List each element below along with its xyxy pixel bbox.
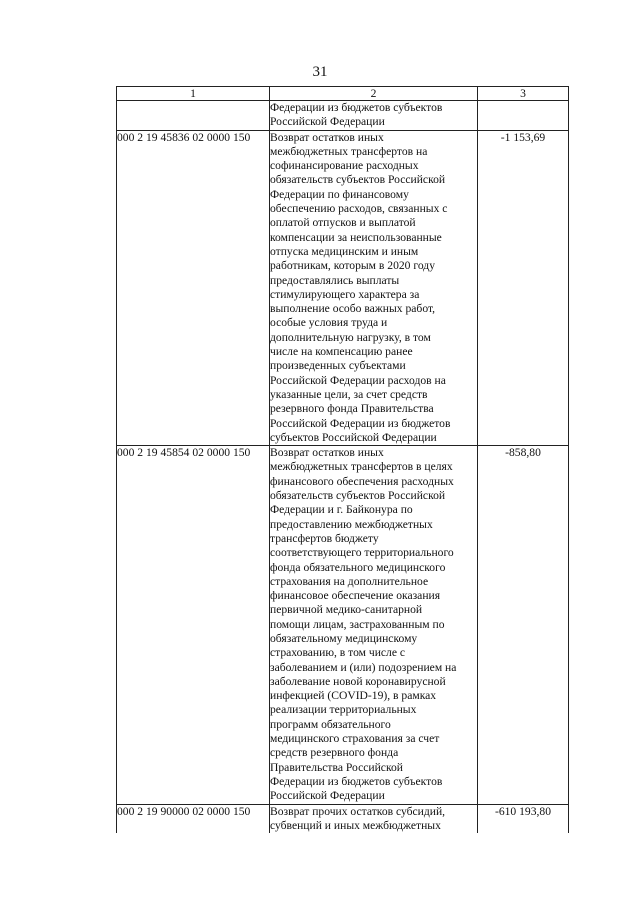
description-line: средств резервного фонда bbox=[270, 746, 399, 760]
description-line: субвенций и иных межбюджетных bbox=[270, 818, 441, 832]
description-cell bbox=[270, 446, 478, 804]
description-line: Российской Федерации расходов на bbox=[270, 373, 446, 387]
description-line: инфекцией (COVID-19), в рамках bbox=[270, 689, 437, 703]
description-line: произведенных субъектами bbox=[270, 359, 406, 373]
description-line: Федерации из бюджетов субъектов bbox=[270, 774, 443, 788]
description-line: обязательств субъектов Российской bbox=[270, 489, 446, 503]
description-line: субъектов Российской Федерации bbox=[270, 430, 437, 444]
description-line: Федерации по финансовому bbox=[270, 187, 409, 201]
budget-code-cell bbox=[117, 101, 270, 131]
description-line: Российской Федерации из бюджетов bbox=[270, 416, 451, 430]
description-line: обеспечению расходов, связанных с bbox=[270, 202, 448, 216]
description-line: компенсации за неиспользованные bbox=[270, 230, 442, 244]
table-row bbox=[117, 130, 569, 446]
description-line: работникам, которым в 2020 году bbox=[270, 259, 436, 273]
description-line: софинансирование расходных bbox=[270, 159, 419, 173]
description-line: межбюджетных трансфертов на bbox=[270, 144, 428, 158]
description-line: Российской Федерации bbox=[270, 115, 385, 129]
description-line: первичной медико-санитарной bbox=[270, 603, 423, 617]
description-line: предоставлялись выплаты bbox=[270, 273, 400, 287]
description-line: обязательному медицинскому bbox=[270, 631, 418, 645]
description-line: Федерации из бюджетов субъектов bbox=[270, 101, 443, 114]
table-row bbox=[117, 101, 569, 131]
column-header-2: 2 bbox=[270, 87, 478, 101]
column-header-1: 1 bbox=[117, 87, 270, 101]
description-line: предоставлению межбюджетных bbox=[270, 517, 433, 531]
description-line: Российской Федерации bbox=[270, 789, 385, 803]
description-line: страхования на дополнительное bbox=[270, 574, 429, 588]
description-line: реализации территориальных bbox=[270, 703, 417, 717]
amount-cell: -1 153,69 bbox=[478, 130, 569, 446]
description-line: дополнительную нагрузку, в том bbox=[270, 330, 431, 344]
description-line: Федерации и г. Байконура по bbox=[270, 503, 413, 517]
description-line: Правительства Российской bbox=[270, 760, 403, 774]
description-line: обязательств субъектов Российской bbox=[270, 173, 446, 187]
table-row bbox=[117, 446, 569, 804]
amount-cell: -858,80 bbox=[478, 446, 569, 804]
table-header-row bbox=[117, 87, 569, 101]
description-line: страхованию, в том числе с bbox=[270, 646, 406, 660]
description-line: стимулирующего характера за bbox=[270, 287, 420, 301]
description-line: заболеванием и (или) подозрением на bbox=[270, 660, 457, 674]
description-line: Возврат прочих остатков субсидий, bbox=[270, 804, 446, 818]
description-line: оплатой отпусков и выплатой bbox=[270, 216, 416, 230]
description-cell bbox=[270, 130, 478, 446]
description-line: выполнение особо важных работ, bbox=[270, 302, 436, 316]
description-line: помощи лицам, застрахованным по bbox=[270, 617, 445, 631]
budget-code-cell: 000 2 19 90000 02 0000 150 bbox=[117, 804, 270, 833]
column-header-3: 3 bbox=[478, 87, 569, 101]
description-line: резервного фонда Правительства bbox=[270, 402, 434, 416]
description-line: Возврат остатков иных bbox=[270, 446, 384, 460]
description-cell bbox=[270, 101, 478, 131]
description-line: указанные цели, за счет средств bbox=[270, 387, 428, 401]
description-line: Возврат остатков иных bbox=[270, 130, 384, 144]
budget-code-cell: 000 2 19 45836 02 0000 150 bbox=[117, 130, 270, 446]
description-line: медицинского страхования за счет bbox=[270, 732, 440, 746]
description-line: программ обязательного bbox=[270, 717, 391, 731]
description-line: особые условия труда и bbox=[270, 316, 388, 330]
page-number: 31 bbox=[312, 64, 328, 80]
budget-table bbox=[116, 86, 569, 833]
description-line: отпуска медицинским и иным bbox=[270, 244, 419, 258]
amount-cell: -610 193,80 bbox=[478, 804, 569, 833]
table-row bbox=[117, 804, 569, 833]
description-line: межбюджетных трансфертов в целях bbox=[270, 460, 453, 474]
description-line: финансовое обеспечение оказания bbox=[270, 589, 441, 603]
budget-code-cell: 000 2 19 45854 02 0000 150 bbox=[117, 446, 270, 804]
amount-cell bbox=[478, 101, 569, 131]
description-line: финансового обеспечения расходных bbox=[270, 474, 454, 488]
description-line: фонда обязательного медицинского bbox=[270, 560, 446, 574]
description-cell bbox=[270, 804, 478, 833]
description-line: трансфертов бюджету bbox=[270, 531, 379, 545]
description-line: соответствующего территориального bbox=[270, 546, 454, 560]
description-line: заболевание новой коронавирусной bbox=[270, 674, 446, 688]
description-line: числе на компенсацию ранее bbox=[270, 345, 413, 359]
